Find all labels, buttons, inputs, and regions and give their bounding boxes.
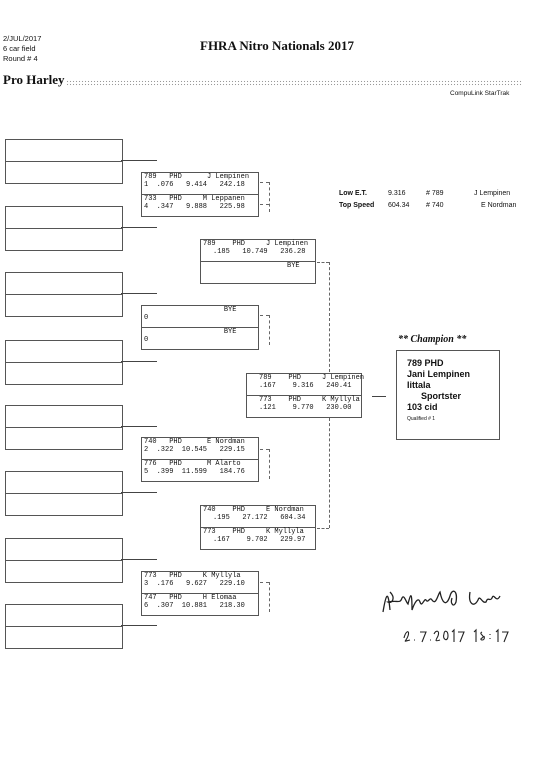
connector: [260, 204, 269, 205]
entry-line: 789 PHD J Lempinen: [203, 240, 309, 248]
champion-driver: Jani Lempinen: [407, 369, 471, 379]
connector: [269, 449, 270, 479]
empty-slot: [5, 626, 123, 649]
round1-pair-2: [141, 305, 259, 350]
empty-slot: [5, 206, 123, 229]
empty-slot: [5, 340, 123, 363]
entry-line: 3 .176 9.627 229.10: [144, 580, 245, 588]
event-title: FHRA Nitro Nationals 2017: [200, 38, 354, 53]
round2-pair-1: [200, 239, 316, 284]
connector: [121, 361, 157, 362]
signature-image: [378, 574, 518, 646]
round1-pair-3: [141, 437, 259, 482]
entry-line: .185 10.749 236.28: [213, 248, 306, 256]
entry-line: .167 9.702 229.97: [213, 536, 306, 544]
low-et-value: 9.316: [388, 190, 406, 197]
empty-slot: [5, 228, 123, 251]
timing-system: CompuLink StarTrak: [450, 90, 510, 97]
entry-line: 1 .076 9.414 242.18: [144, 181, 245, 189]
empty-slot: [5, 139, 123, 162]
top-speed-label: Top Speed: [339, 202, 375, 209]
entry-line: .195 27.172 604.34: [213, 514, 306, 522]
entry-line: 2 .322 10.545 229.15: [144, 446, 245, 454]
champion-engine: 103 cid: [407, 402, 438, 412]
entry-line: 740 PHD E Nordman: [203, 506, 304, 514]
entry-line: .121 9.770 230.00: [259, 404, 352, 412]
low-et-label: Low E.T.: [339, 190, 367, 197]
connector: [260, 182, 269, 183]
empty-slot: [5, 493, 123, 516]
event-date: 2/JUL/2017: [3, 34, 42, 43]
connector: [260, 449, 269, 450]
empty-slot: [5, 471, 123, 494]
connector: [329, 262, 330, 372]
entry-line: 747 PHD H Elomaa: [144, 594, 237, 602]
connector: [121, 160, 157, 161]
champion-qualified: Qualified # 1: [407, 416, 436, 422]
empty-slot: [5, 362, 123, 385]
entry-line: 0: [144, 336, 149, 344]
entry-line: 789 PHD J Lempinen: [259, 374, 365, 382]
entry-line: 6 .307 10.881 218.30: [144, 602, 245, 610]
empty-slot: [5, 294, 123, 317]
connector: [372, 396, 386, 397]
round1-pair-4: [141, 571, 259, 616]
top-speed-driver: E Nordman: [481, 202, 517, 209]
field-size: 6 car field: [3, 44, 36, 53]
connector: [269, 182, 270, 212]
connector: [269, 315, 270, 345]
entry-line: 5 .399 11.599 184.76: [144, 468, 245, 476]
champion-box: [396, 350, 500, 440]
entry-line: BYE: [144, 328, 237, 336]
connector: [317, 262, 329, 263]
entry-line: .167 9.316 240.41: [259, 382, 352, 390]
empty-slot: [5, 560, 123, 583]
entry-line: BYE: [144, 306, 237, 314]
connector: [269, 582, 270, 612]
empty-slot: [5, 427, 123, 450]
connector: [121, 426, 157, 427]
connector: [317, 528, 329, 529]
entry-line: 789 PHD J Lempinen: [144, 173, 250, 181]
final-pair: [246, 373, 365, 418]
empty-slot: [5, 538, 123, 561]
class-title: Pro Harley: [3, 72, 65, 87]
connector: [121, 625, 157, 626]
connector: [121, 293, 157, 294]
connector: [260, 582, 269, 583]
top-speed-car: # 740: [426, 202, 444, 209]
connector: [121, 559, 157, 560]
champion-heading: ** Champion **: [398, 334, 467, 345]
connector: [121, 492, 157, 493]
empty-slot: [5, 272, 123, 295]
dotted-rule: [66, 80, 522, 86]
entry-line: 773 PHD K Myllyla: [203, 528, 304, 536]
entry-line: 776 PHD M Alarto: [144, 460, 241, 468]
empty-slot: [5, 405, 123, 428]
top-speed-value: 604.34: [388, 202, 410, 209]
empty-slot: [5, 161, 123, 184]
champion-car: 789 PHD: [407, 358, 444, 368]
entry-line: 4 .347 9.888 225.98: [144, 203, 245, 211]
entry-line: 773 PHD K Myllyla: [144, 572, 241, 580]
entry-line: 740 PHD E Nordman: [144, 438, 245, 446]
entry-line: 733 PHD M Leppanen: [144, 195, 245, 203]
entry-line: 0: [144, 314, 149, 322]
connector: [329, 418, 330, 528]
champion-city: Iittala: [407, 380, 431, 390]
connector: [121, 227, 157, 228]
round2-pair-2: [200, 505, 316, 550]
connector: [260, 315, 269, 316]
entry-line: BYE: [203, 262, 300, 270]
entry-line: 773 PHD K Myllyla: [259, 396, 360, 404]
low-et-driver: J Lempinen: [474, 190, 511, 197]
round-number: Round # 4: [3, 54, 38, 63]
empty-slot: [5, 604, 123, 627]
low-et-car: # 789: [426, 190, 444, 197]
round1-pair-1: [141, 172, 259, 217]
champion-bike: Sportster: [421, 391, 462, 401]
